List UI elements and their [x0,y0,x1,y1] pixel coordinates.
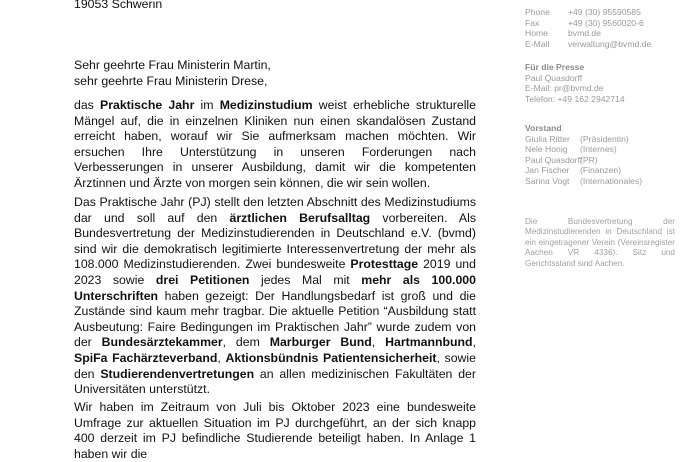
organization-note: Die Bundesvertretung der Medizinstudierenden in Deutschland ist ein eingetragener Verein (Vereinsregister Aachen VR 4336). Sitz und Gerichtsstand sind Aachen. [525,217,675,268]
salutation-line-2: sehr geehrte Frau Ministerin Drese, [74,73,268,88]
paragraph-1 [74,98,476,192]
text-run: an allen medizinischen Fakultäten der Universitäten unterstützt. [74,366,476,397]
text-run: Wir haben im Zeitraum von Juli bis Oktober 2023 eine bundesweite Umfrage zur aktuellen Situation im PJ durchgeführt, an der sich knapp 400 derzeit im PJ befindliche Studierende beteiligt haben. In Anlage 1 haben wir die [74,400,476,461]
text-run: Das Praktische Jahr (PJ) stellt den letzten Abschnitt des Medizinstudiums dar und soll auf den [74,195,476,225]
emphasis-text: drei Petitionen [155,272,250,287]
text-run: , [217,350,226,365]
text-run: , [472,335,476,350]
emphasis-text: ärztlichen Berufsalltag [229,210,371,225]
recipient-address-line: 19053 Schwerin [74,0,163,11]
press-email: E-Mail: pr@bvmd.de [525,83,604,93]
contact-email: E-Mail verwaltung@bvmd.de [525,38,652,49]
text-run: 2019 und 2023 sowie [74,257,476,287]
board-heading: Vorstand [525,123,562,133]
press-heading: Für die Presse [525,62,585,72]
board-block [525,123,695,186]
emphasis-text: Protesttage [350,257,419,272]
text-run: jedes Mal mit [249,272,362,287]
paragraph-2 [74,195,476,398]
text-run: vorbereiten. Als Bundesvertretung der Medizinstudierenden in Deutschland e.V. (bvmd) sind wir die demokratisch legitimierte Interessenvertretung der mehr als 108.000 Medizinstudierenden. Zwei bundesweite [74,210,476,272]
board-member: Giulia Ritter (Präsidentin) [525,133,629,144]
board-member: Sarina Vogt (Internationales) [525,175,643,186]
emphasis-text: Praktische Jahr [100,98,195,112]
emphasis-text: Aktionsbündnis Patientensicherheit [225,350,437,365]
emphasis-text: Hartmannbund [385,335,473,350]
website-link[interactable]: bvmd.de [568,28,601,38]
contact-fax: Fax +49 (30) 9560020-6 [525,17,644,28]
emphasis-text: Medizinstudium [219,98,313,112]
emphasis-text: Bundesärztekammer [101,335,223,350]
emphasis-text: SpiFa Fachärzteverband [74,350,218,365]
press-block [525,62,695,104]
press-name: Paul Quasdorff [525,72,583,83]
text-run: haben gezeigt: Der Handlungsbedarf ist groß und die Zustände sind kaum mehr tragbar. Die aktuelle Petition “Ausbildung statt Ausbeutung: Faire Bedingungen im Praktischen Jahr” wurde zudem von der [74,288,476,350]
text-run: , sowie den [74,350,476,381]
text-run: , dem [222,335,270,350]
board-member: Nele Honig (Internes) [525,144,617,154]
text-run: , [371,335,386,350]
salutation [74,58,271,89]
salutation-line-1: Sehr geehrte Frau Ministerin Martin, [74,58,271,72]
text-run: im [194,98,220,112]
email-link[interactable]: verwaltung@bvmd.de [568,38,652,49]
contact-phone: Phone +49 (30) 95590585 [525,7,641,17]
emphasis-text: Studierendenvertretungen [100,366,255,381]
board-member: Paul Quasdorff (PR) [525,154,598,165]
contact-block [525,7,695,49]
emphasis-text: Marburger Bund [269,335,372,350]
emphasis-text: mehr als 100.000 Unterschriften [74,272,476,303]
contact-home: Home bvmd.de [525,28,601,38]
text-run: weist erhebliche strukturelle Mängel auf, die in einzelnen Kliniken nun einen skandalösen Zustand erreicht haben, worauf wir Sie aufmerksam machen möchten. Wir ersuchen Ihre Unterstützung in unseren Forderungen nach Verbesserungen in unserer Ausbildung, damit wir die kompetenten Ärztinnen und Ärzte von morgen sein können, die wir sein wollen. [74,98,476,190]
press-phone: Telefon: +49 162 2942714 [525,93,625,104]
paragraph-3 [74,400,476,462]
board-member: Jan Fischer (Finanzen) [525,165,622,175]
text-run: das [74,98,100,112]
